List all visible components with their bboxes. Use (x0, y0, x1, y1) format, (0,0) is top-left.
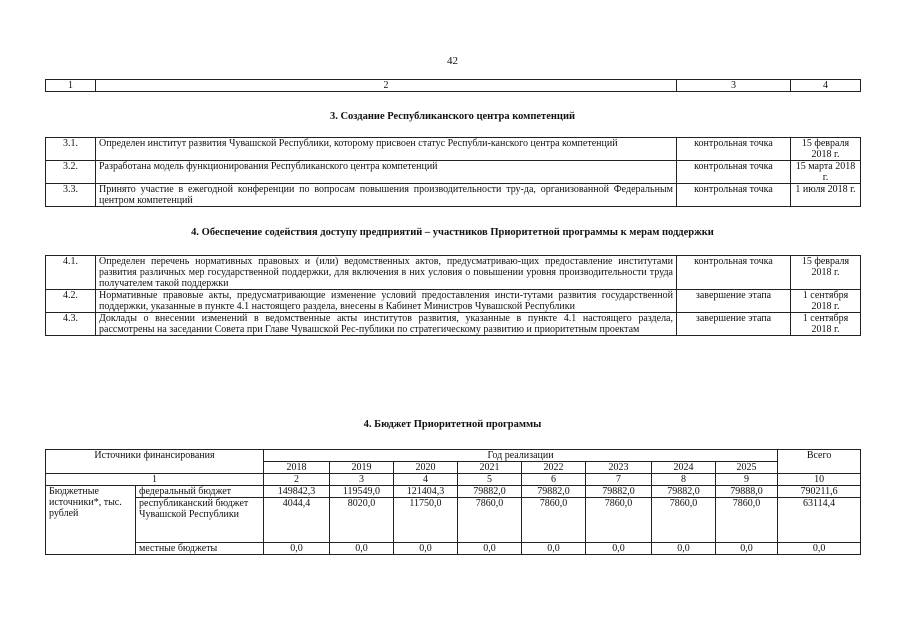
budget-value: 79882,0 (522, 486, 586, 498)
column-number-header (45, 79, 861, 92)
row-date: 15 февраля 2018 г. (791, 138, 861, 161)
table-row (46, 184, 861, 207)
budget-value: 0,0 (394, 543, 458, 555)
budget-value: 7860,0 (716, 498, 778, 543)
table-row (46, 486, 861, 498)
total-header: Всего (778, 450, 861, 474)
row-text: Доклады о внесении изменений в ведомственные акты институтов развития, указанные в пункте 4.1 настоящего раздела, рассмотрены на заседании Совета при Главе Чувашской Рес-публики по стратегическому развитию и приоритетным проектам (96, 313, 677, 336)
budget-total: 790211,6 (778, 486, 861, 498)
section-3-table (45, 137, 861, 207)
row-text: Разработана модель функционирования Республиканского центра компетенций (96, 161, 677, 184)
row-type: контрольная точка (677, 138, 791, 161)
section-4-table (45, 255, 861, 336)
budget-value: 79882,0 (458, 486, 522, 498)
budget-value: 8020,0 (330, 498, 394, 543)
row-number: 4.3. (46, 313, 96, 336)
year-header: 2023 (586, 462, 652, 474)
row-date: 15 февраля 2018 г. (791, 256, 861, 290)
budget-group-label: Бюджетные источники*, тыс. рублей (46, 486, 136, 555)
row-date: 1 сентября 2018 г. (791, 313, 861, 336)
year-header: 2024 (652, 462, 716, 474)
budget-value: 119549,0 (330, 486, 394, 498)
row-date: 15 марта 2018 г. (791, 161, 861, 184)
budget-value: 0,0 (716, 543, 778, 555)
budget-value: 79888,0 (716, 486, 778, 498)
page-number: 42 (447, 55, 458, 67)
budget-total: 0,0 (778, 543, 861, 555)
row-number: 3.3. (46, 184, 96, 207)
header-cell: 2 (96, 80, 677, 92)
row-type: контрольная точка (677, 256, 791, 290)
budget-value: 0,0 (652, 543, 716, 555)
table-row (46, 138, 861, 161)
section-4-title: 4. Обеспечение содействия доступу предприятий – участников Приоритетной программы к мерам поддержки (191, 227, 714, 238)
year-header: 2025 (716, 462, 778, 474)
row-type: завершение этапа (677, 313, 791, 336)
budget-value: 0,0 (458, 543, 522, 555)
col-number: 8 (652, 474, 716, 486)
budget-value: 0,0 (330, 543, 394, 555)
budget-value: 7860,0 (522, 498, 586, 543)
row-type: контрольная точка (677, 161, 791, 184)
row-text: Определен перечень нормативных правовых и (или) ведомственных актов, предусматриваю-щих предоставление институтами развития различных мер государственной поддержки, для включения в них условия о повышении уровня производительности труда получателем такой поддержки (96, 256, 677, 290)
table-row (46, 498, 861, 543)
budget-value: 149842,3 (264, 486, 330, 498)
row-number: 3.2. (46, 161, 96, 184)
budget-value: 7860,0 (652, 498, 716, 543)
budget-value: 0,0 (264, 543, 330, 555)
row-number: 3.1. (46, 138, 96, 161)
col-number: 3 (330, 474, 394, 486)
table-row (46, 543, 861, 555)
col-number: 10 (778, 474, 861, 486)
header-cell: 3 (677, 80, 791, 92)
col-number: 2 (264, 474, 330, 486)
row-text: Нормативные правовые акты, предусматривающие изменение условий предоставления инсти-тутами развития государственной поддержки, указанные в пункте 4.1 настоящего раздела, внесены в Кабинет Министров Чувашской Республики (96, 290, 677, 313)
year-header: 2020 (394, 462, 458, 474)
table-row (46, 450, 861, 462)
budget-source-name: республиканский бюджет Чувашской Республики (136, 498, 264, 543)
header-cell: 1 (46, 80, 96, 92)
col-number: 6 (522, 474, 586, 486)
row-type: завершение этапа (677, 290, 791, 313)
row-date: 1 сентября 2018 г. (791, 290, 861, 313)
year-header: 2019 (330, 462, 394, 474)
row-text: Определен институт развития Чувашской Республики, которому присвоен статус Республи-канского центра компетенций (96, 138, 677, 161)
table-row (46, 80, 861, 92)
table-row (46, 290, 861, 313)
row-type: контрольная точка (677, 184, 791, 207)
sources-header: Источники финансирования (46, 450, 264, 474)
budget-value: 79882,0 (652, 486, 716, 498)
col-number: 9 (716, 474, 778, 486)
budget-value: 0,0 (522, 543, 586, 555)
row-date: 1 июля 2018 г. (791, 184, 861, 207)
budget-source-name: местные бюджеты (136, 543, 264, 555)
table-row (46, 474, 861, 486)
budget-table (45, 449, 861, 555)
section-3-title: 3. Создание Республиканского центра компетенций (329, 111, 576, 122)
budget-value: 0,0 (586, 543, 652, 555)
row-text: Принято участие в ежегодной конференции по вопросам повышения производительности тру-да, организованной Федеральным центром компетенций (96, 184, 677, 207)
col-number: 5 (458, 474, 522, 486)
col-number: 7 (586, 474, 652, 486)
budget-value: 7860,0 (586, 498, 652, 543)
row-number: 4.1. (46, 256, 96, 290)
row-number: 4.2. (46, 290, 96, 313)
budget-value: 11750,0 (394, 498, 458, 543)
budget-value: 121404,3 (394, 486, 458, 498)
budget-total: 63114,4 (778, 498, 861, 543)
col-number: 4 (394, 474, 458, 486)
col-number: 1 (46, 474, 264, 486)
budget-title: 4. Бюджет Приоритетной программы (363, 419, 542, 430)
table-row (46, 161, 861, 184)
budget-value: 4044,4 (264, 498, 330, 543)
budget-source-name: федеральный бюджет (136, 486, 264, 498)
year-header: 2018 (264, 462, 330, 474)
year-header: 2021 (458, 462, 522, 474)
year-header: 2022 (522, 462, 586, 474)
header-cell: 4 (791, 80, 861, 92)
budget-value: 7860,0 (458, 498, 522, 543)
budget-value: 79882,0 (586, 486, 652, 498)
table-row (46, 313, 861, 336)
table-row (46, 256, 861, 290)
years-group-header: Год реализации (264, 450, 778, 462)
